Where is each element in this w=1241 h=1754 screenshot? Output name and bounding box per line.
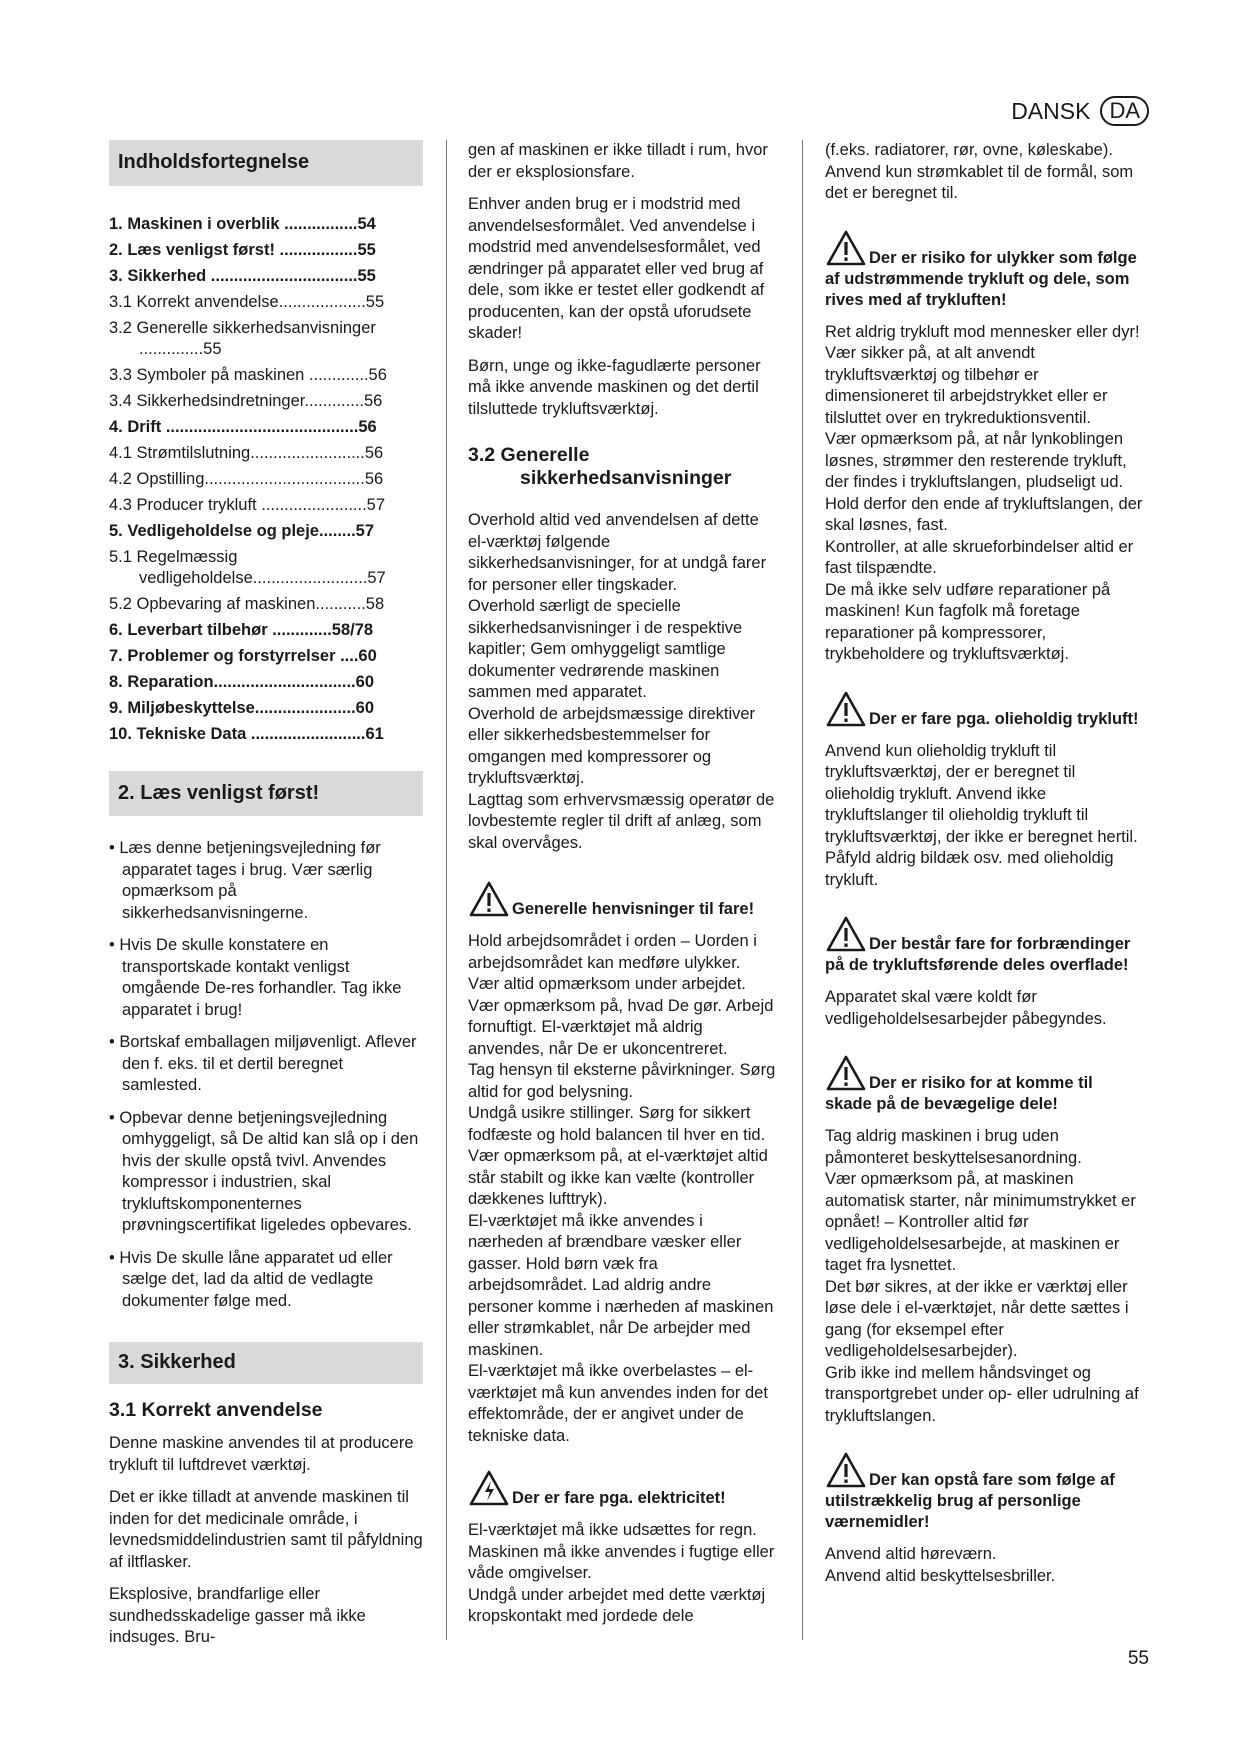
column-divider	[446, 140, 447, 1640]
toc-item[interactable]: 9. Miljøbeskyttelse......................60	[109, 698, 375, 717]
toc-item[interactable]: 3.2 Generelle sikkerhedsanvisninger ..............55	[109, 318, 376, 358]
electrical-hazard-icon	[468, 1469, 510, 1507]
warning-triangle-icon	[468, 880, 510, 918]
table-of-contents	[109, 214, 423, 745]
toc-item[interactable]: 5.1 Regelmæssig vedligeholdelse.........................57	[109, 547, 386, 587]
toc-item[interactable]: 3.1 Korrekt anvendelse...................55	[109, 292, 385, 311]
paragraph: El-værktøjet må ikke udsættes for regn. Maskinen må ikke anvendes i fugtige eller våde omgivelser. Undgå under arbejdet med dette værktøj kropskontakt med jordede dele	[468, 1521, 775, 1625]
toc-item[interactable]: 5.2 Opbevaring af maskinen...........58	[109, 594, 385, 613]
toc-item[interactable]: 3.4 Sikkerhedsindretninger.............56	[109, 391, 383, 410]
paragraph: Det er ikke tilladt at anvende maskinen til inden for det medicinale område, i levnedsmiddelindustrien samt til påfyldning af iltflasker.	[109, 1488, 423, 1571]
warning-heading: Der er fare pga. olieholdig trykluft!	[825, 690, 1143, 730]
paragraph: Denne maskine anvendes til at producere trykluft til luftdrevet værktøj.	[109, 1434, 414, 1474]
bullet-item: • Bortskaf emballagen miljøvenligt. Aflever den f. eks. til et dertil beregnet samlested.	[109, 1033, 417, 1094]
paragraph: Anvend kun olieholdig trykluft til trykluftsværktøj, der er beregnet til olieholdig trykluft. Anvend ikke trykluftslanger til olieholdig trykluft til trykluftsværktøj, der ikke er beregnet hertil. Påfyld aldrig bildæk osv. med olieholdig trykluft.	[825, 741, 1138, 889]
paragraph: (f.eks. radiatorer, rør, ovne, køleskabe). Anvend kun strømkablet til de formål, som det er beregnet til.	[825, 141, 1134, 202]
warning-heading: Der er fare pga. elektricitet!	[468, 1469, 780, 1509]
bullet-item: • Læs denne betjeningsvejledning før apparatet tages i brug. Vær særlig opmærksom på sikkerhedsanvisningerne.	[109, 839, 381, 922]
paragraph: Ret aldrig trykluft mod mennesker eller dyr! Vær sikker på, at alt anvendt trykluftsværktøj og tilbehør er dimensioneret til arbejdstrykket eller er tilsluttet over en trykreduktionsventil. Vær opmærksom på, at når lynkoblingen løsnes, strømmer den resterende trykluft, der findes i trykluftslangen, pludseligt ud. Hold derfor den ende af trykluftslangen, der skal løsnes, fast. Kontroller, at alle skrueforbindelser altid er fast tilspændte. De må ikke selv udføre reparationer på maskinen! Kun fagfolk må foretage reparationer på kompressorer, trykbeholdere og trykluftsværktøj.	[825, 322, 1143, 663]
section-3-1-heading: 3.1 Korrekt anvendelse	[109, 1398, 323, 1421]
paragraph: Apparatet skal være koldt før vedligeholdelsesarbejder påbegyndes.	[825, 988, 1107, 1028]
toc-title: Indholdsfortegnelse	[109, 140, 423, 186]
toc-item[interactable]: 3. Sikkerhed ................................55	[109, 266, 376, 285]
column-middle	[468, 140, 780, 1639]
bullet-item: • Hvis De skulle konstatere en transportskade kontakt venligst omgående De-res forhandler. Tag ikke apparatet i brug!	[109, 936, 402, 1019]
warning-triangle-icon	[825, 690, 867, 728]
warning-triangle-icon	[825, 1054, 867, 1092]
toc-item[interactable]: 4. Drift ..........................................56	[109, 417, 377, 436]
toc-item[interactable]: 4.3 Producer trykluft .......................57	[109, 495, 386, 514]
toc-item[interactable]: 3.3 Symboler på maskinen .............56	[109, 365, 387, 384]
toc-item[interactable]: 7. Problemer og forstyrrelser ....60	[109, 646, 377, 665]
warning-heading: Der er risiko for ulykker som følge af udstrømmende trykluft og dele, som rives med af trykluften!	[825, 229, 1143, 311]
toc-item[interactable]: 4.2 Opstilling...................................56	[109, 469, 384, 488]
paragraph: Anvend altid høreværn. Anvend altid beskyttelsesbriller.	[825, 1545, 1056, 1585]
language-label: DANSK	[1011, 97, 1091, 124]
column-right	[825, 140, 1143, 1598]
bullet-item: • Hvis De skulle låne apparatet ud eller sælge det, lad da altid de vedlagte dokumenter følge med.	[109, 1248, 393, 1310]
toc-item[interactable]: 10. Tekniske Data .........................61	[109, 724, 384, 743]
toc-item[interactable]: 1. Maskinen i overblik ................54	[109, 214, 376, 233]
paragraph: gen af maskinen er ikke tilladt i rum, hvor der er eksplosionsfare.	[468, 141, 768, 181]
toc-item[interactable]: 8. Reparation...............................60	[109, 672, 374, 691]
toc-item[interactable]: 6. Leverbart tilbehør .............58/78	[109, 620, 374, 639]
warning-heading: Der består fare for forbrændinger på de trykluftsførende deles overflade!	[825, 915, 1143, 976]
paragraph: Hold arbejdsområdet i orden – Uorden i arbejdsområdet kan medføre ulykker. Vær altid opmærksom under arbejdet. Vær opmærksom på, hvad De gør. Arbejd fornuftigt. El-værktøjet må aldrig anvendes, når De er ukoncentreret. Tag hensyn til eksterne påvirkninger. Sørg altid for god belysning. Undgå usikre stillinger. Sørg for sikkert fodfæste og hold balancen til hver en tid. Vær opmærksom på, at el-værktøjet altid står stabilt og ikke kan vælte (kontroller dækkenes lufttryk). El-værktøjet må ikke anvendes i nærheden af brændbare væsker eller gasser. Hold børn væk fra arbejdsområdet. Lad aldrig andre personer komme i nærheden af maskinen eller strømkablet, når De arbejder med maskinen. El-værktøjet må ikke overbelastes – el-værktøjet må kun anvendes inden for det effektområde, der er angivet under de tekniske data.	[468, 932, 776, 1445]
warning-heading: Generelle henvisninger til fare!	[468, 880, 780, 920]
column-left	[109, 140, 423, 1660]
paragraph: Tag aldrig maskinen i brug uden påmonteret beskyttelsesanordning. Vær opmærksom på, at maskinen automatisk starter, når minimumstrykket er opnået! – Kontroller altid før vedligeholdelsesarbejde, at maskinen er taget fra lysnettet. Det bør sikres, at der ikke er værktøj eller løse dele i el-værktøjet, når dette sættes i gang (for eksempel efter vedligeholdelsesarbejder). Grib ikke ind mellem håndsvinget og transportgrebet under op- eller udrulning af trykluftslangen.	[825, 1127, 1139, 1425]
warning-heading: Der kan opstå fare som følge af utilstrækkelig brug af personlige værnemidler!	[825, 1451, 1143, 1533]
bullet-item: • Opbevar denne betjeningsvejledning omhyggeligt, så De altid kan slå op i den hvis der skulle opstå tvivl. Anvendes kompressor i industrien, skal trykluftskomponenternes prøvningscertifikat ligeledes opbevares.	[109, 1108, 419, 1234]
section-3-2-heading: 3.2 Generelle sikkerhedsanvisninger	[468, 444, 732, 489]
toc-item[interactable]: 4.1 Strømtilslutning.........................56	[109, 443, 384, 462]
warning-triangle-icon	[825, 1451, 867, 1489]
language-code-badge: DA	[1100, 96, 1149, 126]
paragraph: Overhold altid ved anvendelsen af dette el-værktøj følgende sikkerhedsanvisninger, for at undgå farer for personer eller tingskader. Overhold særligt de specielle sikkerhedsanvisninger i de respektive kapitler; Gem omhyggeligt samtlige dokumenter vedrørende maskinen sammen med apparatet. Overhold de arbejdsmæssige direktiver eller sikkerhedsbestemmelser for omgangen med kompressorer og trykluftsværktøj. Lagttag som erhvervsmæssig operatør de lovbestemte regler til drift af anlæg, som skal overvåges.	[468, 511, 775, 852]
warning-heading: Der er risiko for at komme til skade på de bevægelige dele!	[825, 1054, 1143, 1115]
paragraph: Eksplosive, brandfarlige eller sundhedsskadelige gasser må ikke indsuges. Bru-	[109, 1585, 366, 1646]
paragraph: Børn, unge og ikke-fagudlærte personer må ikke anvende maskinen og det dertil tilsluttede trykluftsværktøj.	[468, 356, 761, 418]
toc-item[interactable]: 5. Vedligeholdelse og pleje........57	[109, 521, 375, 540]
column-divider	[802, 140, 803, 1640]
section-2-list	[109, 838, 423, 1312]
section-3-heading: 3. Sikkerhed	[109, 1342, 423, 1384]
page-number: 55	[1127, 1648, 1149, 1669]
section-2-heading: 2. Læs venligst først!	[109, 771, 423, 817]
warning-triangle-icon	[825, 229, 867, 267]
warning-triangle-icon	[825, 915, 867, 953]
language-indicator	[1011, 96, 1149, 126]
paragraph: Enhver anden brug er i modstrid med anvendelsesformålet. Ved anvendelse i modstrid med anvendelsesformålet, ved ændringer på apparatet eller ved brug af dele, som ikke er testet eller godkendt af producenten, kan der opstå uforudsete skader!	[468, 195, 765, 342]
toc-item[interactable]: 2. Læs venligst først! .................55	[109, 240, 376, 259]
